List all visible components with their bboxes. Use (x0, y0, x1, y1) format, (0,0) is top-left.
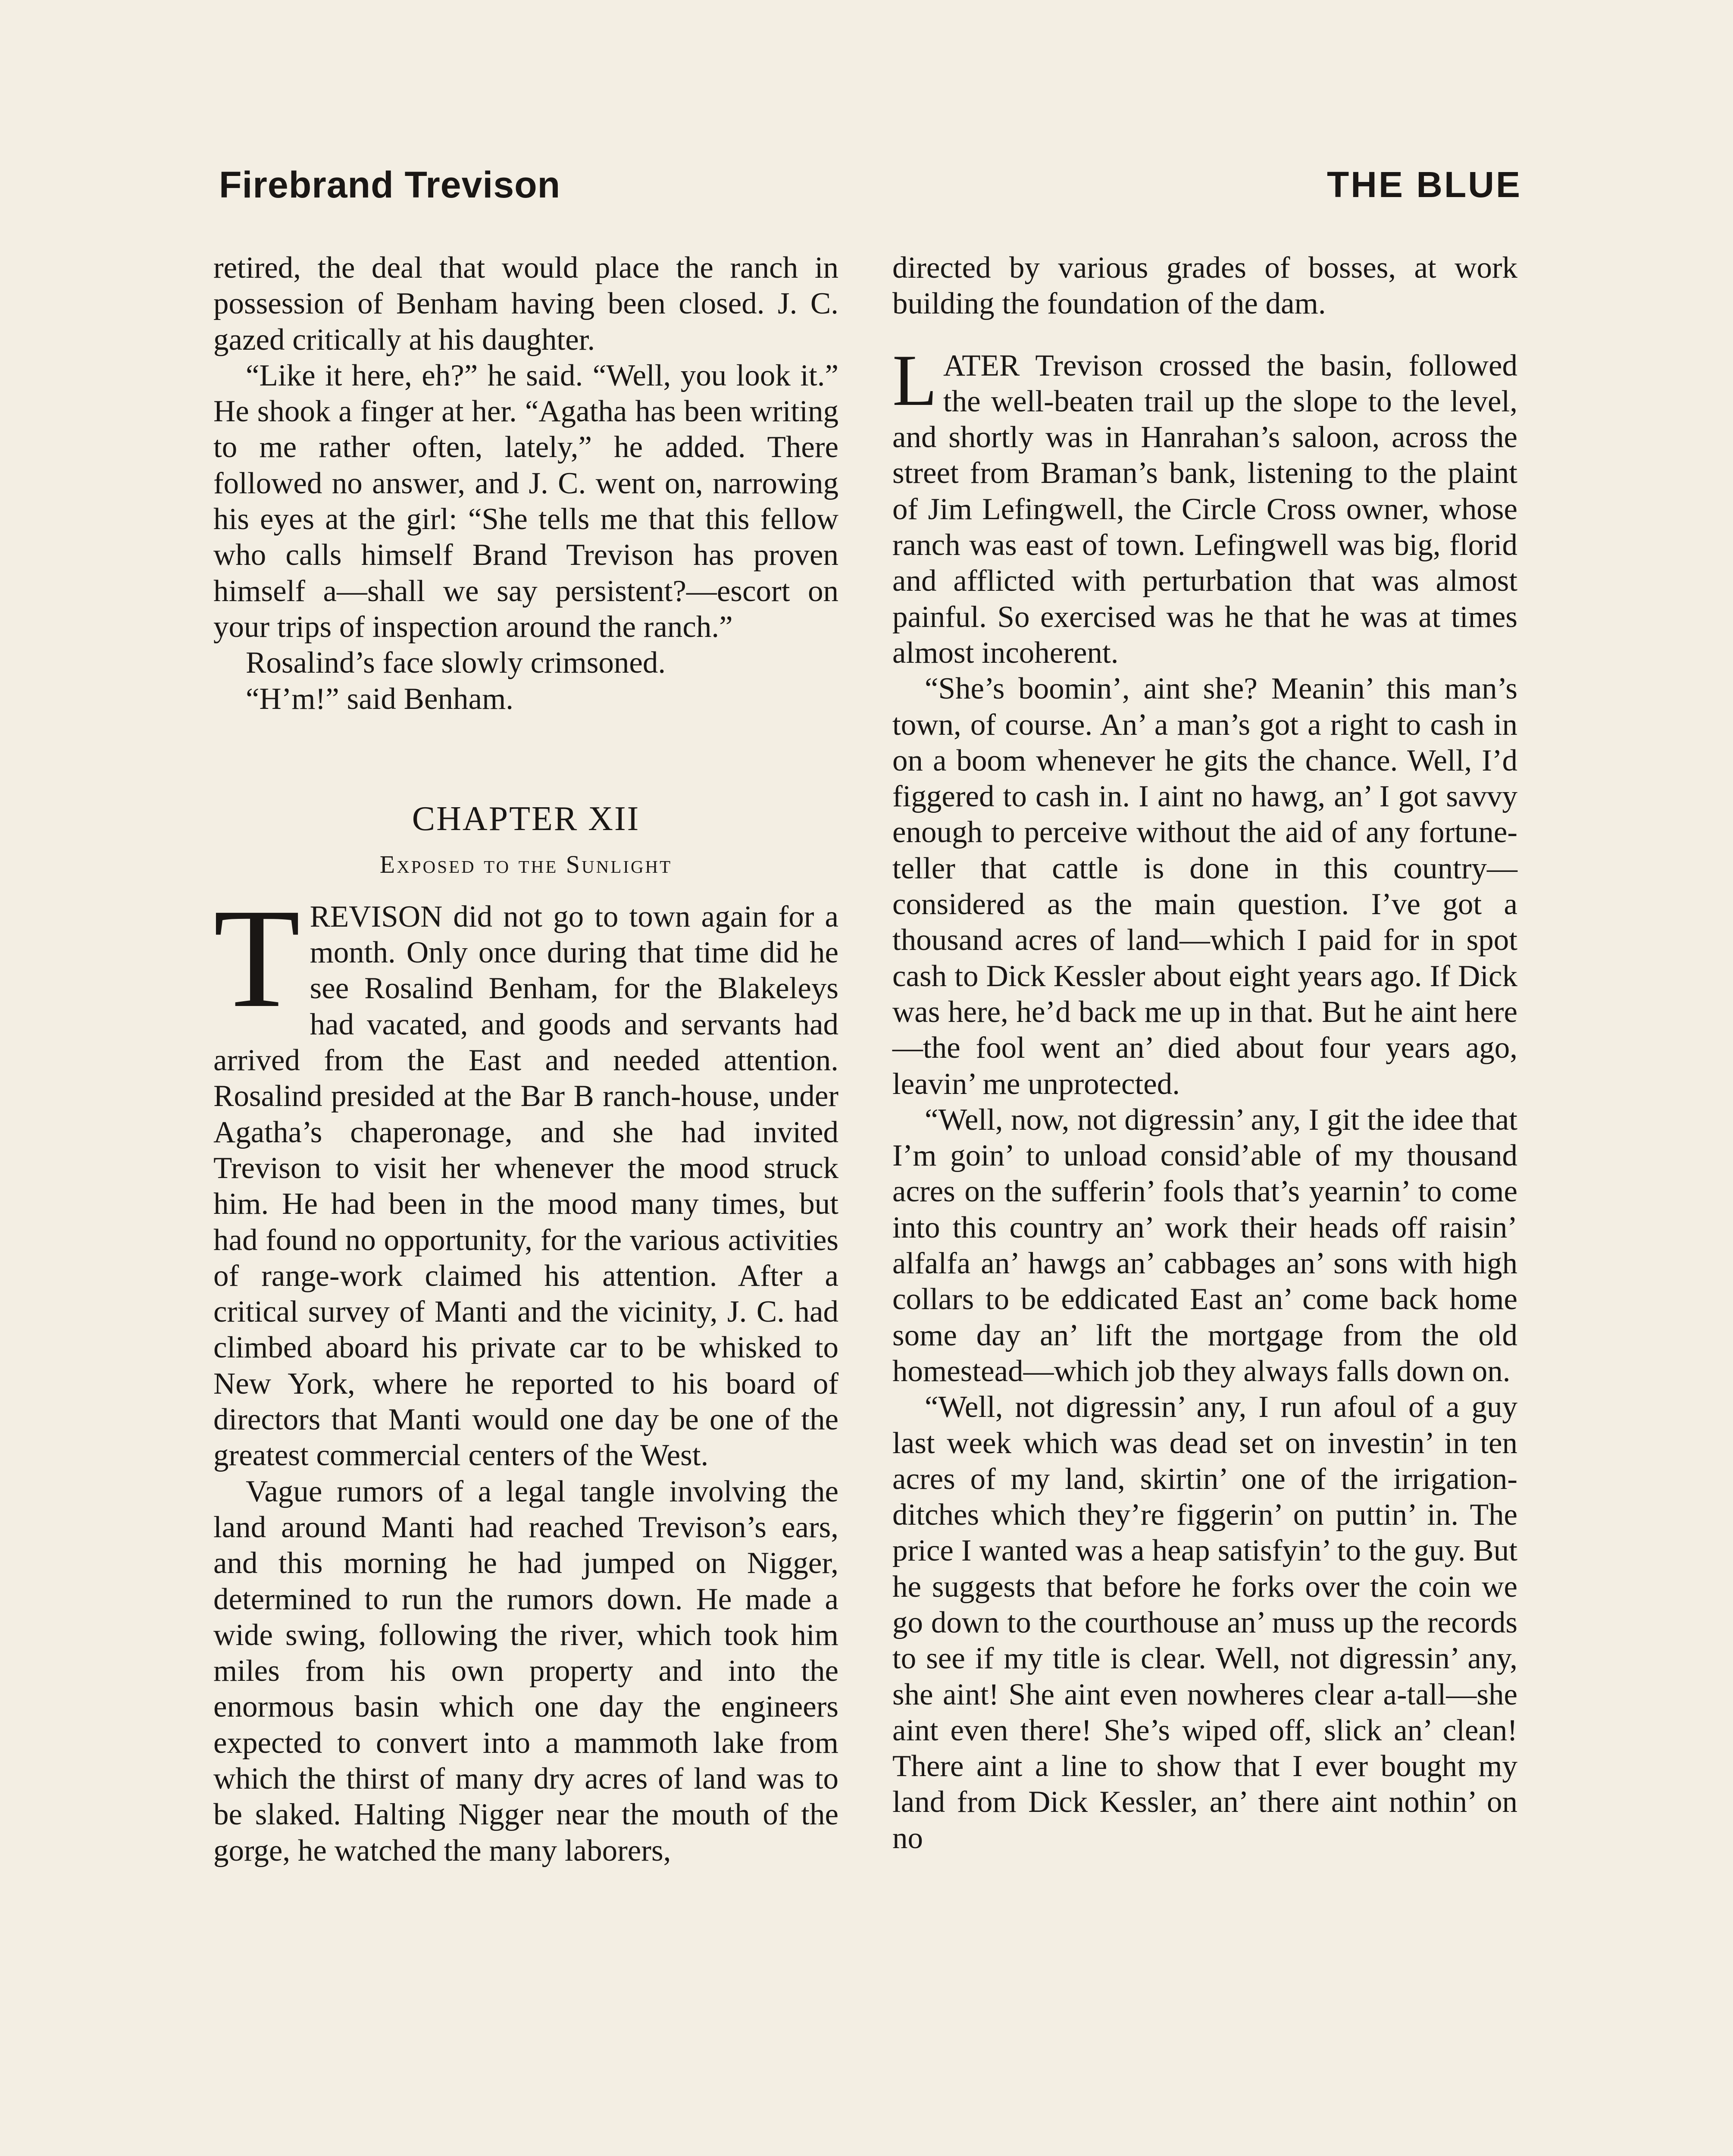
paragraph: “She’s boomin’, aint she? Meanin’ this man’s town, of course. An’ a man’s got a right to cash in on a boom whenever he gits the chance. Well, I’d figgered to cash in. I aint no hawg, an’ I got savvy enough to perceive without the aid of any fortune-teller that cattle is done in this country—considered as the main question. I’ve got a thousand acres of land—which I paid for in spot cash to Dick Kessler about eight years ago. If Dick was here, he’d back me up in that. But he aint here—the fool went an’ died about four years ago, leavin’ me unprotected. (892, 672, 1517, 1101)
section-opening-paragraph (892, 339, 1517, 671)
running-head-magazine-title: THE BLUE (1327, 164, 1522, 205)
paragraph: “Well, now, not digressin’ any, I git the idee that I’m goin’ to unload consid’able of my thousand acres on the sufferin’ fools that’s yearnin’ to come into this country an’ work their heads off raisin’ alfalfa an’ hawgs an’ cabbages an’ sons with high collars to be eddicated East an’ come back home some day an’ lift the mortgage from the old homestead—which job they always falls down on. (892, 1103, 1517, 1388)
paragraph: “Like it here, eh?” he said. “Well, you look it.” He shook a finger at her. “Agatha has been writing to me rather often, lately,” he added. There followed no answer, and J. C. went on, narrowing his eyes at the girl: “She tells me that this fellow who calls himself Brand Trevison has proven himself a—shall we say persistent?—escort on your trips of inspection around the ranch.” (213, 358, 838, 644)
paragraph: directed by various grades of bosses, at work building the foundation of the dam. (892, 251, 1517, 321)
paragraph: Rosalind’s face slowly crimsoned. (246, 646, 666, 680)
paragraph-text: REVISON did not go to town again for a month. Only once during that time did he see Rosalind Benham, for the Blakeleys had vacated, and goods and servants had arrived from the East and needed attention. Rosalind presided at the Bar B ranch-house, under Agatha’s chaperonage, and she had invited Trevison to visit her whenever the mood struck him. He had been in the mood many times, but had found no opportunity, for the various activities of range-work claimed his attention. After a critical survey of Manti and the vicinity, J. C. had climbed aboard his private car to be whisked to New York, where he reported to his board of directors that Manti would one day be one of the greatest commercial centers of the West. (213, 899, 838, 1473)
paragraph: “H’m!” said Benham. (246, 682, 514, 716)
paragraph: “Well, not digressin’ any, I run afoul of a guy last week which was dead set on investin’ in ten acres of my land, skirtin’ one of the irrigation-ditches which they’re figgerin’ on puttin’ in. The price I wanted was a heap satisfyin’ to the guy. But he suggests that before he forks over the coin we go down to the courthouse an’ muss up the records to see if my title is clear. Well, not digressin’ any, she aint! She aint even nowheres clear a-tall—she aint even there! She’s wiped off, slick an’ clean! There aint a line to show that I ever bought my land from Dick Kessler, an’ there aint nothin’ on no (892, 1390, 1517, 1855)
chapter-heading: CHAPTER XII (412, 799, 640, 838)
chapter-subtitle: Exposed to the Sunlight (379, 850, 673, 878)
drop-cap-letter: L (892, 339, 937, 421)
chapter-opening-paragraph (213, 879, 838, 1474)
paragraph: retired, the deal that would place the ranch in possession of Benham having been closed. J. C. gazed critically at his daughter. (213, 251, 838, 357)
drop-cap-letter: T (213, 879, 300, 1037)
paragraph-text: ATER Trevison crossed the basin, followed the well-beaten trail up the slope to the level, and shortly was in Hanrahan’s saloon, across the street from Braman’s bank, listening to the plaint of Jim Lefingwell, the Circle Cross owner, whose ranch was east of town. Lefingwell was big, florid and afflicted with perturbation that was almost painful. So exercised was he that he was at times almost incoherent. (892, 348, 1517, 670)
running-head-story-title: Firebrand Trevison (219, 164, 561, 206)
right-text-column (892, 250, 1517, 1856)
paragraph: Vague rumors of a legal tangle involving the land around Manti had reached Trevison’s ears, and this morning he had jumped on Nigger, determined to run the rumors down. He made a wide swing, following the river, which took him miles from his own property and into the enormous basin which one day the engineers expected to convert into a mammoth lake from which the thirst of many dry acres of land was to be slaked. Halting Nigger near the mouth of the gorge, he watched the many laborers, (213, 1474, 838, 1868)
left-text-column (213, 250, 838, 1869)
